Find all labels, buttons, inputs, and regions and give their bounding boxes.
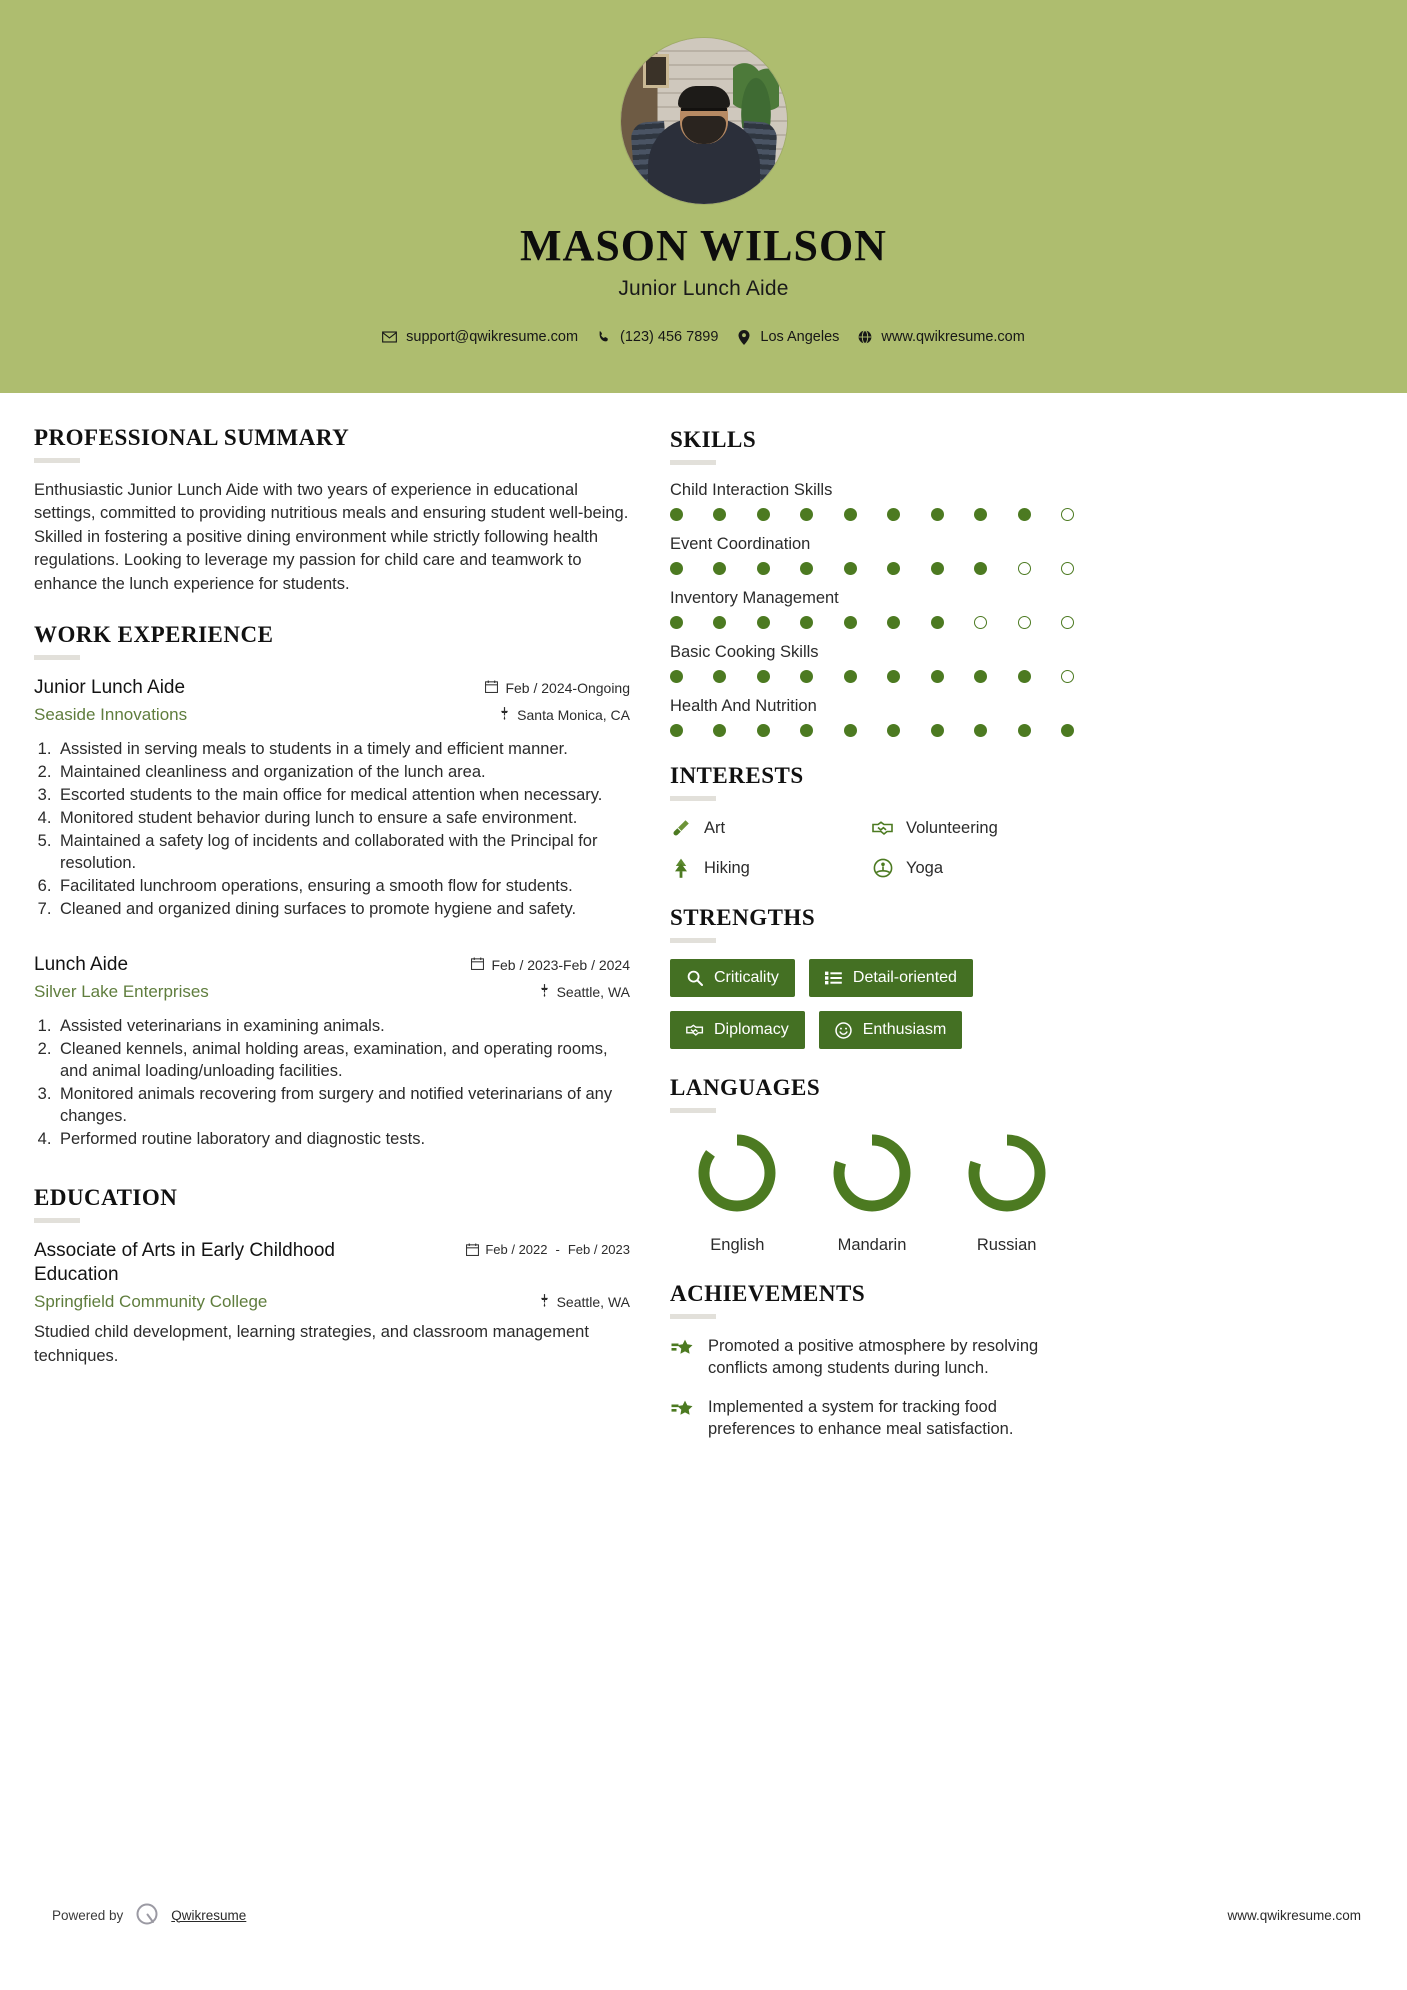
spacer <box>34 927 630 953</box>
map-pin-icon <box>539 1294 550 1310</box>
avatar <box>621 38 787 204</box>
skill-dot-filled <box>931 508 944 521</box>
skill-dot-filled <box>800 670 813 683</box>
skill-dot-filled <box>974 562 987 575</box>
skill-dot-empty <box>1061 508 1074 521</box>
interests-grid <box>670 817 1074 879</box>
interest-item-yoga <box>872 857 1074 879</box>
section-rule <box>34 655 80 660</box>
contact-website-text: www.qwikresume.com <box>881 329 1025 345</box>
map-pin-icon <box>539 984 550 1000</box>
skill-dot-filled <box>670 616 683 629</box>
education-description: Studied child development, learning strategies, and classroom management techniques. <box>34 1323 589 1365</box>
skill-dot-filled <box>800 616 813 629</box>
phone-icon <box>596 330 611 345</box>
language-item <box>828 1129 916 1255</box>
skill-row <box>670 643 1074 683</box>
list-icon <box>825 969 843 987</box>
skill-dot-filled <box>931 616 944 629</box>
section-title-professional-summary: PROFESSIONAL SUMMARY <box>34 425 350 450</box>
section-rule <box>34 1218 80 1223</box>
skill-dot-filled <box>800 724 813 737</box>
education-item <box>34 1239 630 1368</box>
avatar-picture-frame <box>643 54 669 88</box>
education-date-end: Feb / 2023 <box>567 1242 630 1258</box>
skill-dot-filled <box>974 670 987 683</box>
skill-dot-filled <box>713 562 726 575</box>
candidate-job-title: Junior Lunch Aide <box>618 277 789 300</box>
strengths-list <box>670 959 1074 1049</box>
experience-item <box>34 676 630 921</box>
achievement-text: Implemented a system for tracking food preferences to enhance meal satisfaction. <box>708 1397 1014 1438</box>
skill-dot-empty <box>1018 562 1031 575</box>
tree-icon <box>670 857 692 879</box>
strength-badge-enthusiasm[interactable] <box>819 1011 963 1049</box>
skill-dot-filled <box>713 724 726 737</box>
skill-dot-filled <box>844 670 857 683</box>
skill-dot-empty <box>1018 616 1031 629</box>
skill-dot-filled <box>670 670 683 683</box>
experience-organization: Seaside Innovations <box>34 705 188 725</box>
qwikresume-link[interactable]: Qwikresume <box>171 1907 247 1923</box>
interest-label: Hiking <box>704 858 750 877</box>
skill-dot-filled <box>1018 724 1031 737</box>
achievement-item <box>670 1396 1074 1441</box>
smiley-icon <box>835 1021 853 1039</box>
skill-dot-filled <box>800 562 813 575</box>
skill-rating <box>670 616 1074 629</box>
contact-phone-text: (123) 456 7899 <box>620 329 719 345</box>
interest-label: Volunteering <box>906 818 998 837</box>
map-pin-icon <box>499 707 510 723</box>
skill-dot-filled <box>713 508 726 521</box>
handshake-icon <box>872 817 894 839</box>
contact-website[interactable] <box>857 329 1024 345</box>
strength-label: Criticality <box>714 969 779 986</box>
experience-location-wrap <box>499 707 630 723</box>
strength-label: Enthusiasm <box>862 1021 947 1038</box>
skill-dot-filled <box>670 508 683 521</box>
section-languages <box>670 1075 1074 1255</box>
skill-dot-filled <box>931 670 944 683</box>
bullet: 7. Cleaned and organized dining surfaces to promote hygiene and safety. <box>56 899 630 921</box>
section-education <box>34 1185 630 1368</box>
language-item <box>693 1129 781 1255</box>
skill-dot-empty <box>974 616 987 629</box>
skill-dot-filled <box>844 508 857 521</box>
education-degree: Associate of Arts in Early Childhood Education <box>34 1239 335 1286</box>
skill-row <box>670 481 1074 521</box>
section-skills <box>670 427 1074 737</box>
skill-rating <box>670 724 1074 737</box>
bullet: 2. Cleaned kennels, animal holding areas, examination, and operating rooms, and animal loading/unloading facilities. <box>56 1039 630 1083</box>
strength-badge-criticality[interactable] <box>670 959 795 997</box>
experience-organization: Silver Lake Enterprises <box>34 982 209 1002</box>
experience-location-wrap <box>539 984 630 1000</box>
skill-dot-filled <box>887 670 900 683</box>
education-institution: Springfield Community College <box>34 1292 268 1312</box>
skill-dot-filled <box>757 670 770 683</box>
skill-dot-filled <box>974 724 987 737</box>
resume-header <box>0 0 1407 393</box>
skill-rating <box>670 562 1074 575</box>
experience-bullets <box>56 739 630 921</box>
resume-body <box>0 393 1407 1466</box>
skill-label: Health And Nutrition <box>670 697 817 715</box>
experience-dates: Feb / 2023-Feb / 2024 <box>491 956 630 973</box>
left-column <box>34 425 630 1466</box>
interest-item-volunteering <box>872 817 1074 839</box>
badge-star-icon <box>670 1398 694 1422</box>
education-date-start: Feb / 2022 <box>485 1242 548 1258</box>
contact-location-text: Los Angeles <box>760 329 840 345</box>
skill-dot-empty <box>1061 616 1074 629</box>
skill-label: Inventory Management <box>670 589 839 607</box>
section-work-experience <box>34 622 630 1151</box>
magnifier-icon <box>686 969 704 987</box>
section-strengths <box>670 905 1074 1049</box>
bullet: 2. Maintained cleanliness and organization of the lunch area. <box>56 762 630 784</box>
skill-rating <box>670 508 1074 521</box>
language-donut <box>963 1129 1051 1222</box>
yoga-icon <box>872 857 894 879</box>
calendar-icon <box>466 1243 479 1259</box>
skill-dot-filled <box>887 562 900 575</box>
experience-role: Lunch Aide <box>34 953 129 975</box>
bullet: 4. Monitored student behavior during lunch to ensure a safe environment. <box>56 808 630 830</box>
avatar-plant <box>733 58 779 128</box>
contact-row <box>382 329 1025 345</box>
section-title-work-experience: WORK EXPERIENCE <box>34 622 274 648</box>
contact-email-text: support@qwikresume.com <box>406 329 579 345</box>
skill-dot-filled <box>887 724 900 737</box>
section-title-skills: SKILLS <box>670 427 757 452</box>
strength-label: Detail-oriented <box>852 969 957 986</box>
strength-label: Diplomacy <box>714 1021 789 1038</box>
badge-star-icon <box>670 1337 694 1361</box>
education-location-wrap <box>539 1294 630 1310</box>
skill-row <box>670 589 1074 629</box>
bullet: 6. Facilitated lunchroom operations, ensuring a smooth flow for students. <box>56 876 630 898</box>
languages-list <box>670 1129 1074 1255</box>
skill-dot-filled <box>757 616 770 629</box>
calendar-icon <box>485 680 498 696</box>
experience-dates-wrap <box>460 676 630 696</box>
section-rule <box>670 796 716 801</box>
skill-dot-filled <box>887 616 900 629</box>
skill-dot-filled <box>1018 670 1031 683</box>
experience-dates: Feb / 2024-Ongoing <box>505 680 630 697</box>
paintbrush-icon <box>670 817 692 839</box>
experience-item <box>34 953 630 1151</box>
bullet: 4. Performed routine laboratory and diagnostic tests. <box>56 1129 630 1151</box>
skill-dot-filled <box>931 724 944 737</box>
bullet: 1. Assisted in serving meals to students in a timely and efficient manner. <box>56 739 630 761</box>
skill-dot-filled <box>757 508 770 521</box>
bullet: 3. Monitored animals recovering from surgery and notified veterinarians of any changes. <box>56 1084 630 1128</box>
section-rule <box>34 458 80 463</box>
bullet: 5. Maintained a safety log of incidents and collaborated with the Principal for resolution. <box>56 831 630 875</box>
contact-phone[interactable] <box>596 329 718 345</box>
education-date-separator: - <box>555 1242 560 1258</box>
achievement-text: Promoted a positive atmosphere by resolving conflicts among students during lunch. <box>708 1337 1039 1378</box>
skill-dot-filled <box>713 670 726 683</box>
skill-label: Event Coordination <box>670 535 811 553</box>
language-label: English <box>710 1236 765 1254</box>
bullet: 3. Escorted students to the main office for medical attention when necessary. <box>56 785 630 807</box>
skill-dot-filled <box>931 562 944 575</box>
powered-by <box>52 1902 246 1928</box>
language-label: Russian <box>976 1236 1037 1254</box>
section-achievements <box>670 1281 1074 1440</box>
skill-row <box>670 697 1074 737</box>
education-dates <box>485 1243 630 1258</box>
right-column <box>670 425 1074 1466</box>
interest-label: Art <box>704 818 726 837</box>
skill-dot-filled <box>844 724 857 737</box>
skill-dot-filled <box>757 562 770 575</box>
achievement-item <box>670 1335 1074 1380</box>
language-item <box>963 1129 1051 1255</box>
professional-summary-text: Enthusiastic Junior Lunch Aide with two years of experience in educational settings, committed to providing nutritious meals and ensuring student well-being. Skilled in fostering a positive dining environment while strictly following health regulations. Looking to leverage my passion for child care and teamwork to enhance the lunch experience for students. <box>34 481 629 593</box>
interest-label: Yoga <box>906 858 944 877</box>
section-title-interests: INTERESTS <box>670 763 804 788</box>
section-title-achievements: ACHIEVEMENTS <box>670 1281 866 1306</box>
skill-dot-filled <box>757 724 770 737</box>
skill-dot-empty <box>1061 670 1074 683</box>
section-title-strengths: STRENGTHS <box>670 905 816 930</box>
skill-dot-filled <box>670 562 683 575</box>
contact-location[interactable] <box>736 329 839 345</box>
handshake-icon <box>686 1021 704 1039</box>
skill-dot-filled <box>974 508 987 521</box>
skill-dot-filled <box>844 562 857 575</box>
skill-row <box>670 535 1074 575</box>
candidate-name: MASON WILSON <box>520 221 887 270</box>
avatar-glasses <box>681 108 727 117</box>
education-dates-wrap <box>466 1239 630 1259</box>
calendar-icon <box>471 957 484 973</box>
qwikresume-logo-icon <box>134 1902 160 1928</box>
avatar-hair <box>678 86 730 108</box>
education-location: Seattle, WA <box>556 1294 630 1311</box>
skill-label: Basic Cooking Skills <box>670 643 819 661</box>
language-label: Mandarin <box>837 1236 907 1254</box>
envelope-icon <box>382 330 397 345</box>
experience-location: Santa Monica, CA <box>517 707 630 724</box>
skill-dot-filled <box>1061 724 1074 737</box>
skill-dot-filled <box>887 508 900 521</box>
resume-footer <box>0 1902 1407 1990</box>
footer-url[interactable]: www.qwikresume.com <box>1227 1907 1361 1923</box>
skill-dot-filled <box>1018 508 1031 521</box>
skill-dot-filled <box>800 508 813 521</box>
bullet: 1. Assisted veterinarians in examining animals. <box>56 1016 630 1038</box>
location-pin-icon <box>736 330 751 345</box>
powered-by-label: Powered by <box>52 1907 124 1923</box>
section-title-languages: LANGUAGES <box>670 1075 821 1100</box>
skill-dot-filled <box>713 616 726 629</box>
skill-rating <box>670 670 1074 683</box>
interest-item-hiking <box>670 857 872 879</box>
language-donut <box>693 1129 781 1222</box>
experience-bullets <box>56 1016 630 1151</box>
skill-dot-empty <box>1061 562 1074 575</box>
experience-location: Seattle, WA <box>556 984 630 1001</box>
strength-badge-detail-oriented[interactable] <box>809 959 973 997</box>
section-title-education: EDUCATION <box>34 1184 178 1210</box>
globe-icon <box>857 330 872 345</box>
section-professional-summary <box>34 425 630 596</box>
section-rule <box>670 460 716 465</box>
section-rule <box>670 938 716 943</box>
section-rule <box>670 1314 716 1319</box>
experience-dates-wrap <box>460 953 630 973</box>
language-donut <box>828 1129 916 1222</box>
section-rule <box>670 1108 716 1113</box>
section-interests <box>670 763 1074 879</box>
contact-email[interactable] <box>382 329 578 345</box>
experience-role: Junior Lunch Aide <box>34 677 186 699</box>
skill-dot-filled <box>844 616 857 629</box>
skill-label: Child Interaction Skills <box>670 481 833 499</box>
strength-badge-diplomacy[interactable] <box>670 1011 805 1049</box>
interest-item-art <box>670 817 872 839</box>
skill-dot-filled <box>670 724 683 737</box>
